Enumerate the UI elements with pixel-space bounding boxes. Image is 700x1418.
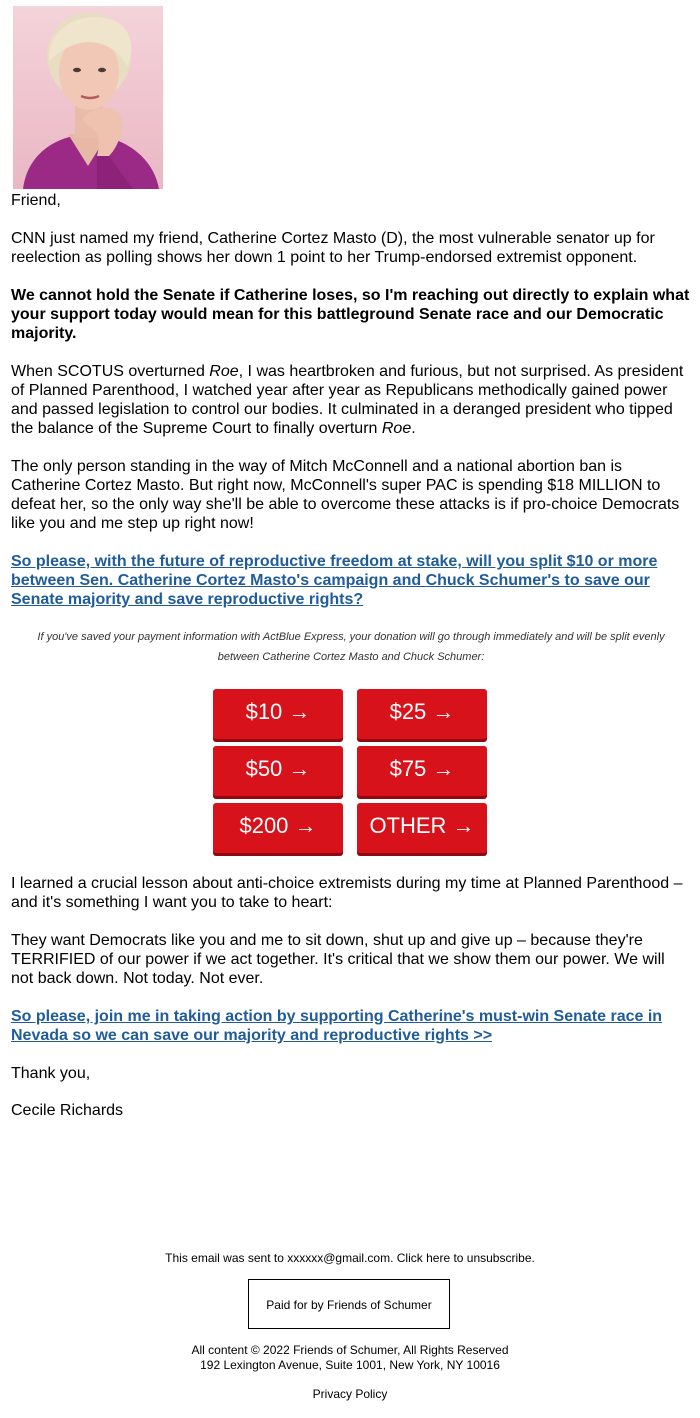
paragraph-scotus-a: When SCOTUS overturned	[11, 363, 210, 380]
paragraph-scotus-b: , I was heartbroken and furious, but not surprised. As president of Planned Parenthood, I watched year after year as Republicans methodically gained power and passed legislation to control our bodies. It culminated in a deranged president who tipped the balance of the Supreme Court to finally overturn	[11, 363, 684, 437]
donate-25-button[interactable]: $25 →	[357, 689, 487, 739]
paragraph-scotus	[11, 362, 691, 438]
privacy-policy-link[interactable]: Privacy Policy	[312, 1387, 388, 1401]
donate-other-button[interactable]: OTHER →	[357, 803, 487, 853]
donate-link-split[interactable]: So please, with the future of reproductive freedom at stake, will you split $10 or more between Sen. Catherine Cortez Masto's campaign and Chuck Schumer's to save our Senate majority and save reproductive rights?	[11, 553, 658, 608]
unsubscribe-link[interactable]: . Click here to unsubscribe.	[390, 1251, 535, 1265]
email-body-bottom	[11, 874, 691, 1120]
footer-legal	[0, 1343, 700, 1373]
actblue-express-note: If you've saved your payment information with ActBlue Express, your donation will go through immediately and will be split evenly between Catherine Cortez Masto and Chuck Schumer:	[37, 631, 665, 663]
footer-sent-line	[0, 1251, 700, 1265]
paragraph-cnn: CNN just named my friend, Catherine Cortez Masto (D), the most vulnerable senator up for reelection as polling shows her down 1 point to her Trump-endorsed extremist opponent.	[11, 230, 655, 266]
recipient-email: xxxxxx@gmail.com	[287, 1251, 391, 1265]
take-action-link[interactable]: So please, join me in taking action by supporting Catherine's must-win Senate race in Nevada so we can save our majority and reproductive rights >>	[11, 1008, 663, 1044]
copyright-line: All content © 2022 Friends of Schumer, All Rights Reserved	[191, 1343, 509, 1357]
roe-italic-1: Roe	[209, 363, 239, 380]
donate-link-paragraph	[11, 552, 691, 609]
paragraph-mcconnell: The only person standing in the way of Mitch McConnell and a national abortion ban is Catherine Cortez Masto. But right now, McConnell's super PAC is spending $18 MILLION to defeat her, so the only way she'll be able to overcome these attacks is if pro-choice Democrats like you and me step up right now!	[11, 458, 680, 532]
donate-200-button[interactable]: $200 →	[213, 803, 343, 853]
greeting: Friend,	[11, 192, 61, 209]
sent-prefix: This email was sent to	[165, 1251, 288, 1265]
donate-75-button[interactable]: $75 →	[357, 746, 487, 796]
paid-for-box: Paid for by Friends of Schumer	[248, 1279, 450, 1329]
donate-10-button[interactable]: $10 →	[213, 689, 343, 739]
closing-thanks: Thank you,	[11, 1065, 91, 1082]
action-link-paragraph	[11, 1007, 691, 1045]
paragraph-senate-bold: We cannot hold the Senate if Catherine loses, so I'm reaching out directly to explain what your support today would mean for this battleground Senate race and our Democratic majority.	[11, 287, 690, 342]
paragraph-terrified: They want Democrats like you and me to sit down, shut up and give up – because they're TERRIFIED of our power if we act together. It's critical that we show them our power. We will not back down. Not today. Not ever.	[11, 932, 665, 987]
email-body-top	[11, 191, 691, 667]
signature: Cecile Richards	[11, 1102, 124, 1119]
portrait-photo	[13, 6, 163, 189]
portrait-illustration	[13, 6, 163, 189]
paragraph-lesson: I learned a crucial lesson about anti-choice extremists during my time at Planned Parenthood – and it's something I want you to take to heart:	[11, 875, 683, 911]
roe-italic-2: Roe	[381, 420, 412, 437]
donate-50-button[interactable]: $50 →	[213, 746, 343, 796]
address-line: 192 Lexington Avenue, Suite 1001, New York, NY 10016	[200, 1358, 500, 1372]
paragraph-scotus-c: .	[411, 420, 416, 437]
